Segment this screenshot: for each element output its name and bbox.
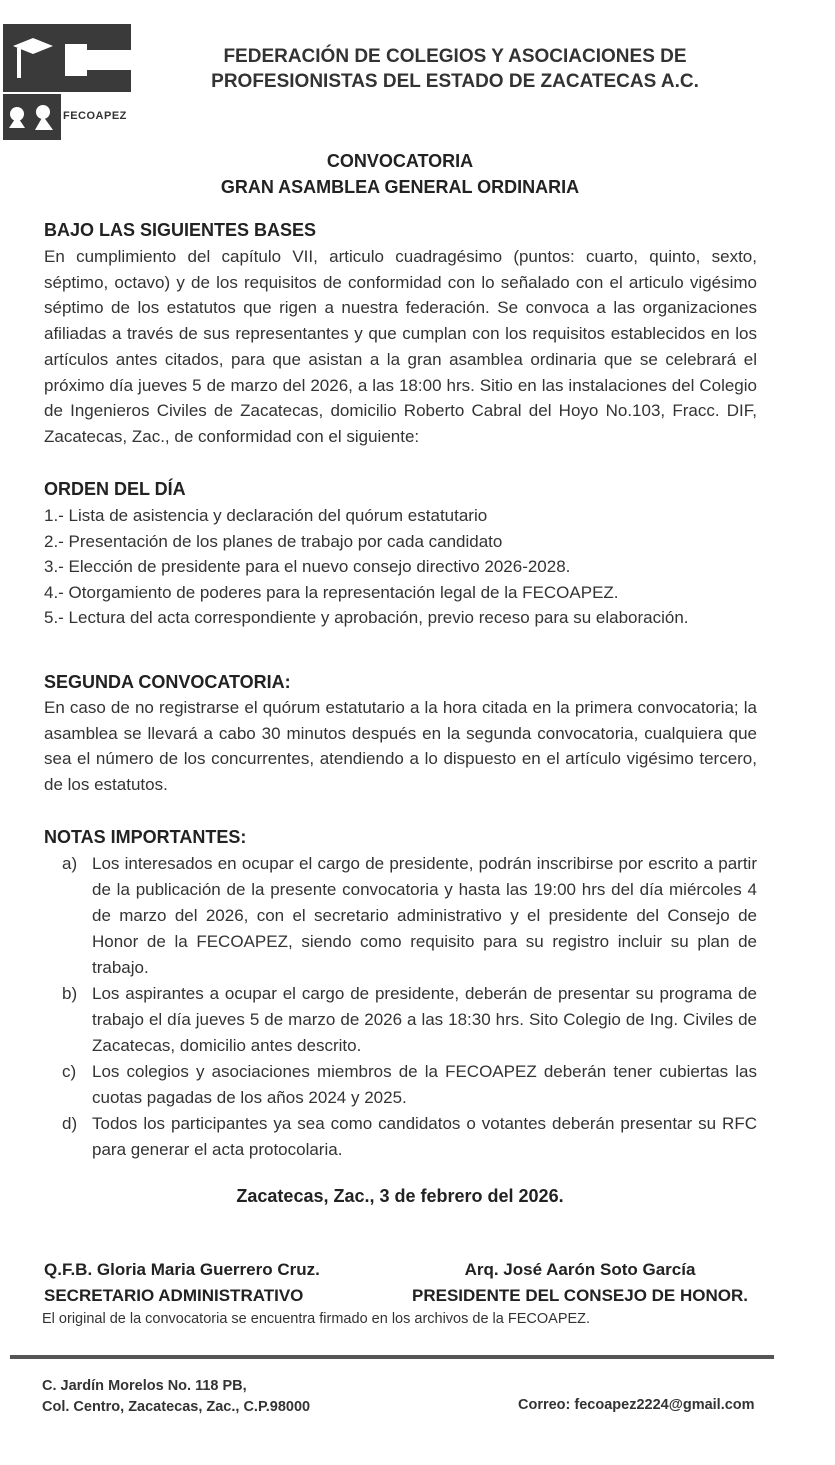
bases-paragraph: En cumplimiento del capítulo VII, articulo cuadragésimo (puntos: cuarto, quinto, sexto, séptimo, octavo) y de los requisitos de conformidad con lo señalado con el articulo vigésimo séptimo de los estatutos que rigen a nuestra federación. Se convoca a las organizaciones afiliadas a través de sus representantes y que cumplan con los requisitos establecidos en los artículos antes citados, para que asistan a la gran asamblea ordinaria que se celebrará el próximo día jueves 5 de marzo del 2026, a las 18:00 hrs. Sitio en las instalaciones del Colegio de Ingenieros Civiles de Zacatecas, domicilio Roberto Cabral del Hoyo No.103, Fracc. DIF, Zacatecas, Zac., de conformidad con el siguiente: (44, 247, 757, 446)
nota-item (62, 981, 757, 1059)
orden-item: 2.- Presentación de los planes de trabajo por cada candidato (44, 531, 503, 551)
footer-address (42, 1376, 310, 1418)
orden-item: 3.- Elección de presidente para el nuevo consejo directivo 2026-2028. (44, 557, 571, 576)
signature-left (44, 1257, 320, 1309)
place-date: Zacatecas, Zac., 3 de febrero del 2026. (236, 1186, 564, 1206)
nota-item (62, 1059, 757, 1111)
fecoapez-logo-icon (3, 24, 131, 140)
signature-right-role: PRESIDENTE DEL CONSEJO DE HONOR. (412, 1286, 748, 1305)
notas-list (62, 851, 757, 1163)
segunda-paragraph: En caso de no registrarse el quórum estatutario a la hora citada en la primera convocatoria; la asamblea se llevará a cabo 30 minutos después en la segunda convocatoria, cualquiera que sea el número de los concurrentes, atendiendo a lo dispuesto en el artículo vigésimo tercero, de los estatutos. (44, 698, 757, 795)
logo-label: FECOAPEZ (63, 110, 127, 122)
signature-right-name: Arq. José Aarón Soto García (464, 1260, 696, 1279)
nota-letter: c) (62, 1062, 77, 1081)
bases-heading: BAJO LAS SIGUIENTES BASES (44, 220, 317, 240)
org-line-1: FEDERACIÓN DE COLEGIOS Y ASOCIACIONES DE (223, 46, 687, 67)
signature-left-name: Q.F.B. Gloria Maria Guerrero Cruz. (44, 1260, 320, 1279)
nota-letter: a) (62, 854, 78, 873)
nota-text: Todos los participantes ya sea como candidatos o votantes deberán presentar su RFC para generar el acta protocolaria. (92, 1114, 757, 1159)
nota-letter: d) (62, 1114, 78, 1133)
footer-divider (10, 1355, 774, 1359)
nota-text: Los interesados en ocupar el cargo de presidente, podrán inscribirse por escrito a partir de la publicación de la presente convocatoria y hasta las 19:00 hrs del día miércoles 4 de marzo del 2026, con el secretario administrativo y el presidente del Consejo de Honor de la FECOAPEZ, siendo como requisito para su registro incluir su plan de trabajo. (92, 854, 757, 977)
nota-item (62, 1111, 757, 1163)
title-line-1: CONVOCATORIA (326, 151, 474, 171)
segunda-heading: SEGUNDA CONVOCATORIA: (44, 672, 291, 692)
signature-left-role: SECRETARIO ADMINISTRATIVO (44, 1286, 304, 1305)
organization-header (200, 44, 710, 94)
footer-email: Correo: fecoapez2224@gmail.com (518, 1397, 755, 1413)
signature-right (410, 1257, 750, 1309)
title-line-2: GRAN ASAMBLEA GENERAL ORDINARIA (220, 177, 580, 197)
org-line-2: PROFESIONISTAS DEL ESTADO DE ZACATECAS A.C. (211, 71, 699, 92)
orden-list (44, 503, 757, 631)
nota-text: Los aspirantes a ocupar el cargo de presidente, deberán de presentar su programa de trabajo el día jueves 5 de marzo de 2026 a las 18:30 hrs. Sito Colegio de Ing. Civiles de Zacatecas, domicilio antes descrito. (92, 984, 757, 1055)
notas-heading: NOTAS IMPORTANTES: (44, 827, 247, 847)
address-line-1: C. Jardín Morelos No. 118 PB, (42, 1378, 247, 1394)
orden-item: 1.- Lista de asistencia y declaración del quórum estatutario (44, 506, 488, 525)
document-title (150, 148, 650, 200)
orden-item: 5.- Lectura del acta correspondiente y aprobación, previo receso para su elaboración. (44, 608, 689, 627)
address-line-2: Col. Centro, Zacatecas, Zac., C.P.98000 (42, 1399, 311, 1415)
nota-item (62, 851, 757, 981)
original-signed-note: El original de la convocatoria se encuentra firmado en los archivos de la FECOAPEZ. (42, 1311, 591, 1327)
orden-heading: ORDEN DEL DÍA (44, 479, 186, 499)
orden-item: 4.- Otorgamiento de poderes para la representación legal de la FECOAPEZ. (44, 582, 619, 602)
nota-text: Los colegios y asociaciones miembros de la FECOAPEZ deberán tener cubiertas las cuotas pagadas de los años 2024 y 2025. (92, 1062, 757, 1107)
nota-letter: b) (62, 984, 78, 1003)
